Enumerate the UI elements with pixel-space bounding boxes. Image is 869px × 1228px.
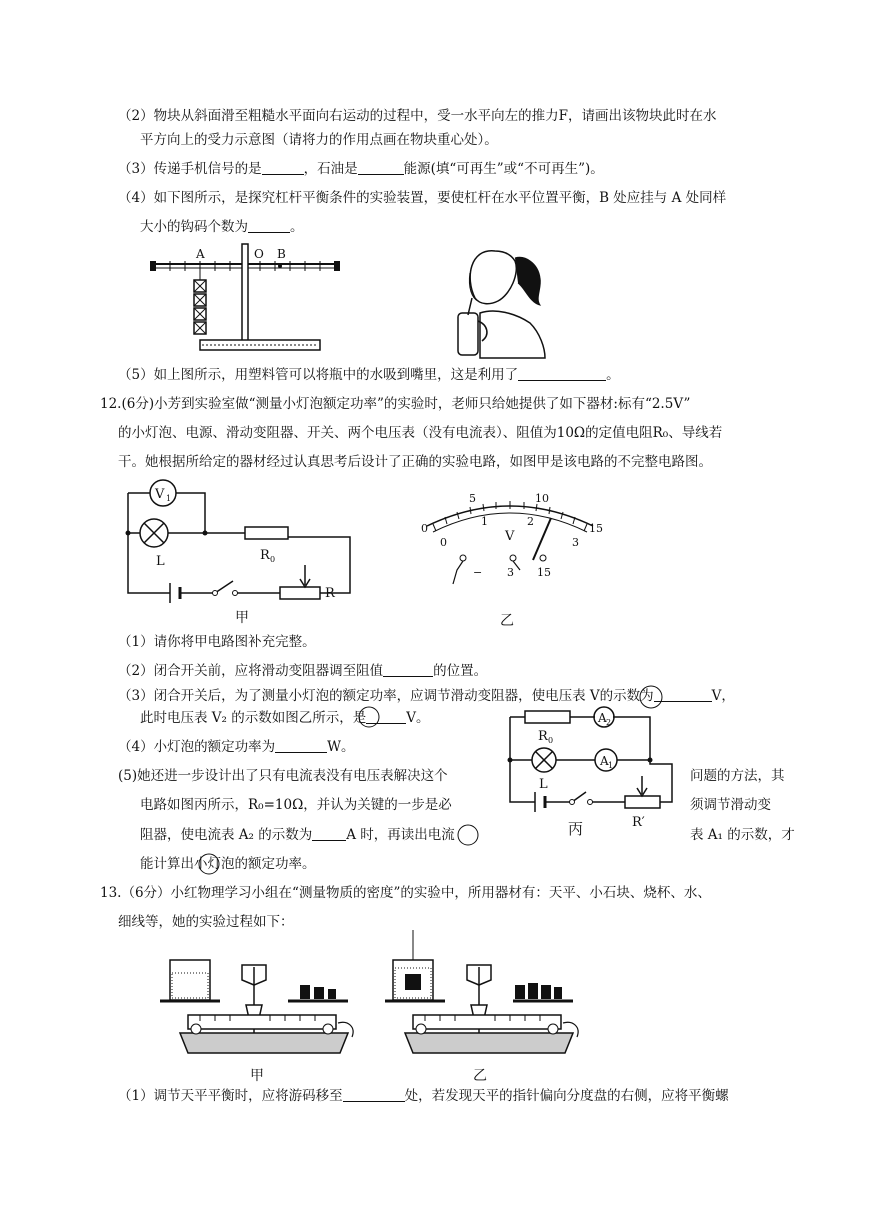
q13-part1 bbox=[118, 1087, 729, 1105]
q11-part3 bbox=[118, 160, 604, 178]
q12-stem-line2: 的小灯泡、电源、滑动变阻器、开关、两个电压表（没有电流表）、阻值为10Ω的定值电阻R₀、导线若 bbox=[118, 425, 723, 441]
jia-label-r: R bbox=[325, 586, 335, 601]
girl-drinking-straw-figure bbox=[440, 243, 555, 358]
scale-top-5: 5 bbox=[469, 492, 476, 505]
scale-bottom-1: 1 bbox=[481, 515, 488, 528]
q13-stem-line2: 细线等，她的实验过程如下： bbox=[118, 914, 294, 930]
q12-part5-line2-left: 电路如图丙所示，R₀=10Ω，并认为关键的一步是必 bbox=[140, 797, 452, 813]
bing-label-rp: R′ bbox=[632, 815, 645, 830]
q13-part1-text-b: 处，若发现天平的指针偏向分度盘的右侧，应将平衡螺 bbox=[404, 1088, 729, 1104]
q12-part3-text-b: 的示数为 bbox=[599, 688, 654, 704]
q11-part2-line2: 平方向上的受力示意图（请将力的作用点画在物块重心处）。 bbox=[140, 132, 498, 148]
q11-part3-text-b: ，石油是 bbox=[303, 161, 358, 177]
q12-part3-text-e: V。 bbox=[406, 710, 430, 726]
bing-label-a1: A bbox=[600, 754, 609, 768]
bing-label-l: L bbox=[539, 777, 548, 792]
scale-bottom-2: 2 bbox=[527, 515, 534, 528]
figure-caption-q13-jia: 甲 bbox=[250, 1068, 264, 1084]
terminal-15: 15 bbox=[537, 566, 551, 579]
figure-caption-bing: 丙 bbox=[568, 820, 584, 838]
balance-figure-jia bbox=[160, 945, 370, 1065]
q12-part4 bbox=[118, 738, 354, 756]
answer-blank[interactable] bbox=[343, 1087, 405, 1102]
q13-part1-text-a: （1）调节天平平衡时，应将游码移至 bbox=[118, 1088, 343, 1104]
bing-label-a2: A bbox=[598, 711, 607, 725]
answer-blank[interactable] bbox=[275, 738, 327, 753]
bing-label-r0-sub: 0 bbox=[548, 736, 554, 745]
terminal-negative: − bbox=[473, 566, 483, 579]
q11-part4-end: 。 bbox=[290, 219, 304, 235]
figure-caption-yi: 乙 bbox=[500, 613, 514, 629]
jia-label-r0-sub: 0 bbox=[270, 555, 276, 564]
q12-part4-text-a: （4）小灯泡的额定功率为 bbox=[118, 739, 276, 755]
q12-part5-line3-right: 表 A₁ 的示数，才 bbox=[690, 827, 795, 843]
annotation-circle bbox=[356, 704, 382, 730]
meter-label-v: V bbox=[505, 529, 515, 544]
answer-blank[interactable] bbox=[383, 662, 433, 677]
lever-figure bbox=[150, 240, 350, 355]
jia-label-l: L bbox=[156, 554, 165, 569]
figure-caption-q13-yi: 乙 bbox=[473, 1068, 487, 1084]
lever-label-a: A bbox=[196, 247, 205, 261]
q12-part4-text-b: W。 bbox=[327, 739, 355, 755]
q12-stem-line1: 12.(6分)小芳到实验室做“测量小灯泡额定功率”的实验时，老师只给她提供了如下器材:标有“2.5V” bbox=[100, 396, 691, 412]
scale-top-15: 15 bbox=[589, 522, 603, 535]
q12-part3-line2 bbox=[140, 709, 430, 727]
jia-label-r0: R bbox=[260, 548, 270, 563]
lever-label-b: B bbox=[277, 247, 286, 261]
q11-part2-line1: （2）物块从斜面滑至粗糙水平面向右运动的过程中，受一水平向左的推力F，请画出该物块此时在水 bbox=[118, 108, 717, 124]
q11-part5-text: （5）如上图所示，用塑料管可以将瓶中的水吸到嘴里，这是利用了 bbox=[118, 367, 519, 383]
q12-part1: （1）请你将甲电路图补充完整。 bbox=[118, 634, 316, 650]
circuit-diagram-jia bbox=[120, 475, 360, 600]
q13-stem-line1: 13.（6分）小红物理学习小组在“测量物质的密度”的实验中，所用器材有：天平、小石块、烧杯、水、 bbox=[100, 885, 711, 901]
q12-part5-text-a: 阻器，使电流表 A₂ 的示数为 bbox=[140, 827, 313, 843]
balance-figure-yi bbox=[385, 930, 595, 1065]
q12-part3-text-c: V， bbox=[711, 688, 735, 704]
q12-part2-text-a: （2）闭合开关前，应将滑动变阻器调至阻值 bbox=[118, 663, 384, 679]
q12-part5-line2-right: 须调节滑动变 bbox=[690, 797, 771, 813]
answer-blank[interactable] bbox=[312, 826, 346, 841]
jia-label-v1: V bbox=[155, 487, 165, 502]
q12-part5-line4: 能计算出小灯泡的额定功率。 bbox=[140, 856, 316, 872]
q12-stem-line3: 干。她根据所给定的器材经过认真思考后设计了正确的实验电路，如图甲是该电路的不完整电路图。 bbox=[118, 454, 712, 470]
bing-label-r0: R bbox=[538, 729, 548, 744]
q11-part5 bbox=[118, 366, 620, 384]
annotation-circle bbox=[196, 851, 222, 877]
jia-label-v1-sub: 1 bbox=[166, 494, 172, 503]
q12-part5-text-b: A 时，再读出电流 bbox=[346, 827, 455, 843]
scale-bottom-3: 3 bbox=[572, 536, 579, 549]
bing-label-a2-sub: 2 bbox=[606, 718, 612, 727]
q12-part2 bbox=[118, 662, 487, 680]
annotation-circle bbox=[455, 822, 481, 848]
q11-part4-line2 bbox=[140, 218, 304, 236]
answer-blank[interactable] bbox=[518, 366, 606, 381]
q11-part5-end: 。 bbox=[606, 367, 620, 383]
q12-part5-line3-left bbox=[140, 826, 455, 844]
q11-part4-line1: （4）如下图所示，是探究杠杆平衡条件的实验装置，要使杠杆在水平位置平衡，B 处应挂与 A 处同样 bbox=[118, 190, 727, 206]
answer-blank[interactable] bbox=[248, 218, 290, 233]
q11-part3-text-a: （3）传递手机信号的是 bbox=[118, 161, 262, 177]
bing-label-a1-sub: 1 bbox=[608, 761, 614, 770]
circuit-diagram-bing bbox=[500, 702, 690, 837]
terminal-3: 3 bbox=[507, 566, 514, 579]
q12-part2-text-b: 的位置。 bbox=[433, 663, 488, 679]
figure-caption-jia: 甲 bbox=[235, 610, 249, 626]
q12-part3-text-d: 此时电压表 V₂ 的示数如图乙所示，是 bbox=[140, 710, 367, 726]
answer-blank[interactable] bbox=[262, 160, 304, 175]
q12-part5-line1-left: (5)她还进一步设计出了只有电流表没有电压表解决这个 bbox=[118, 768, 448, 784]
q11-part4-text: 大小的钩码个数为 bbox=[140, 219, 248, 235]
q12-part5-line1-right: 问题的方法，其 bbox=[690, 768, 785, 784]
answer-blank[interactable] bbox=[358, 160, 404, 175]
lever-label-o: O bbox=[254, 247, 264, 261]
scale-bottom-0: 0 bbox=[440, 536, 447, 549]
scale-top-10: 10 bbox=[535, 492, 549, 505]
voltmeter-dial-yi bbox=[415, 488, 605, 588]
q11-part3-text-c: 能源(填“可再生”或“不可再生”)。 bbox=[403, 161, 604, 177]
q12-part3-text-a: （3）闭合开关后，为了测量小灯泡的额定功率，应调节滑动变阻器，使电压表 V bbox=[118, 688, 600, 704]
scale-top-0: 0 bbox=[421, 522, 428, 535]
